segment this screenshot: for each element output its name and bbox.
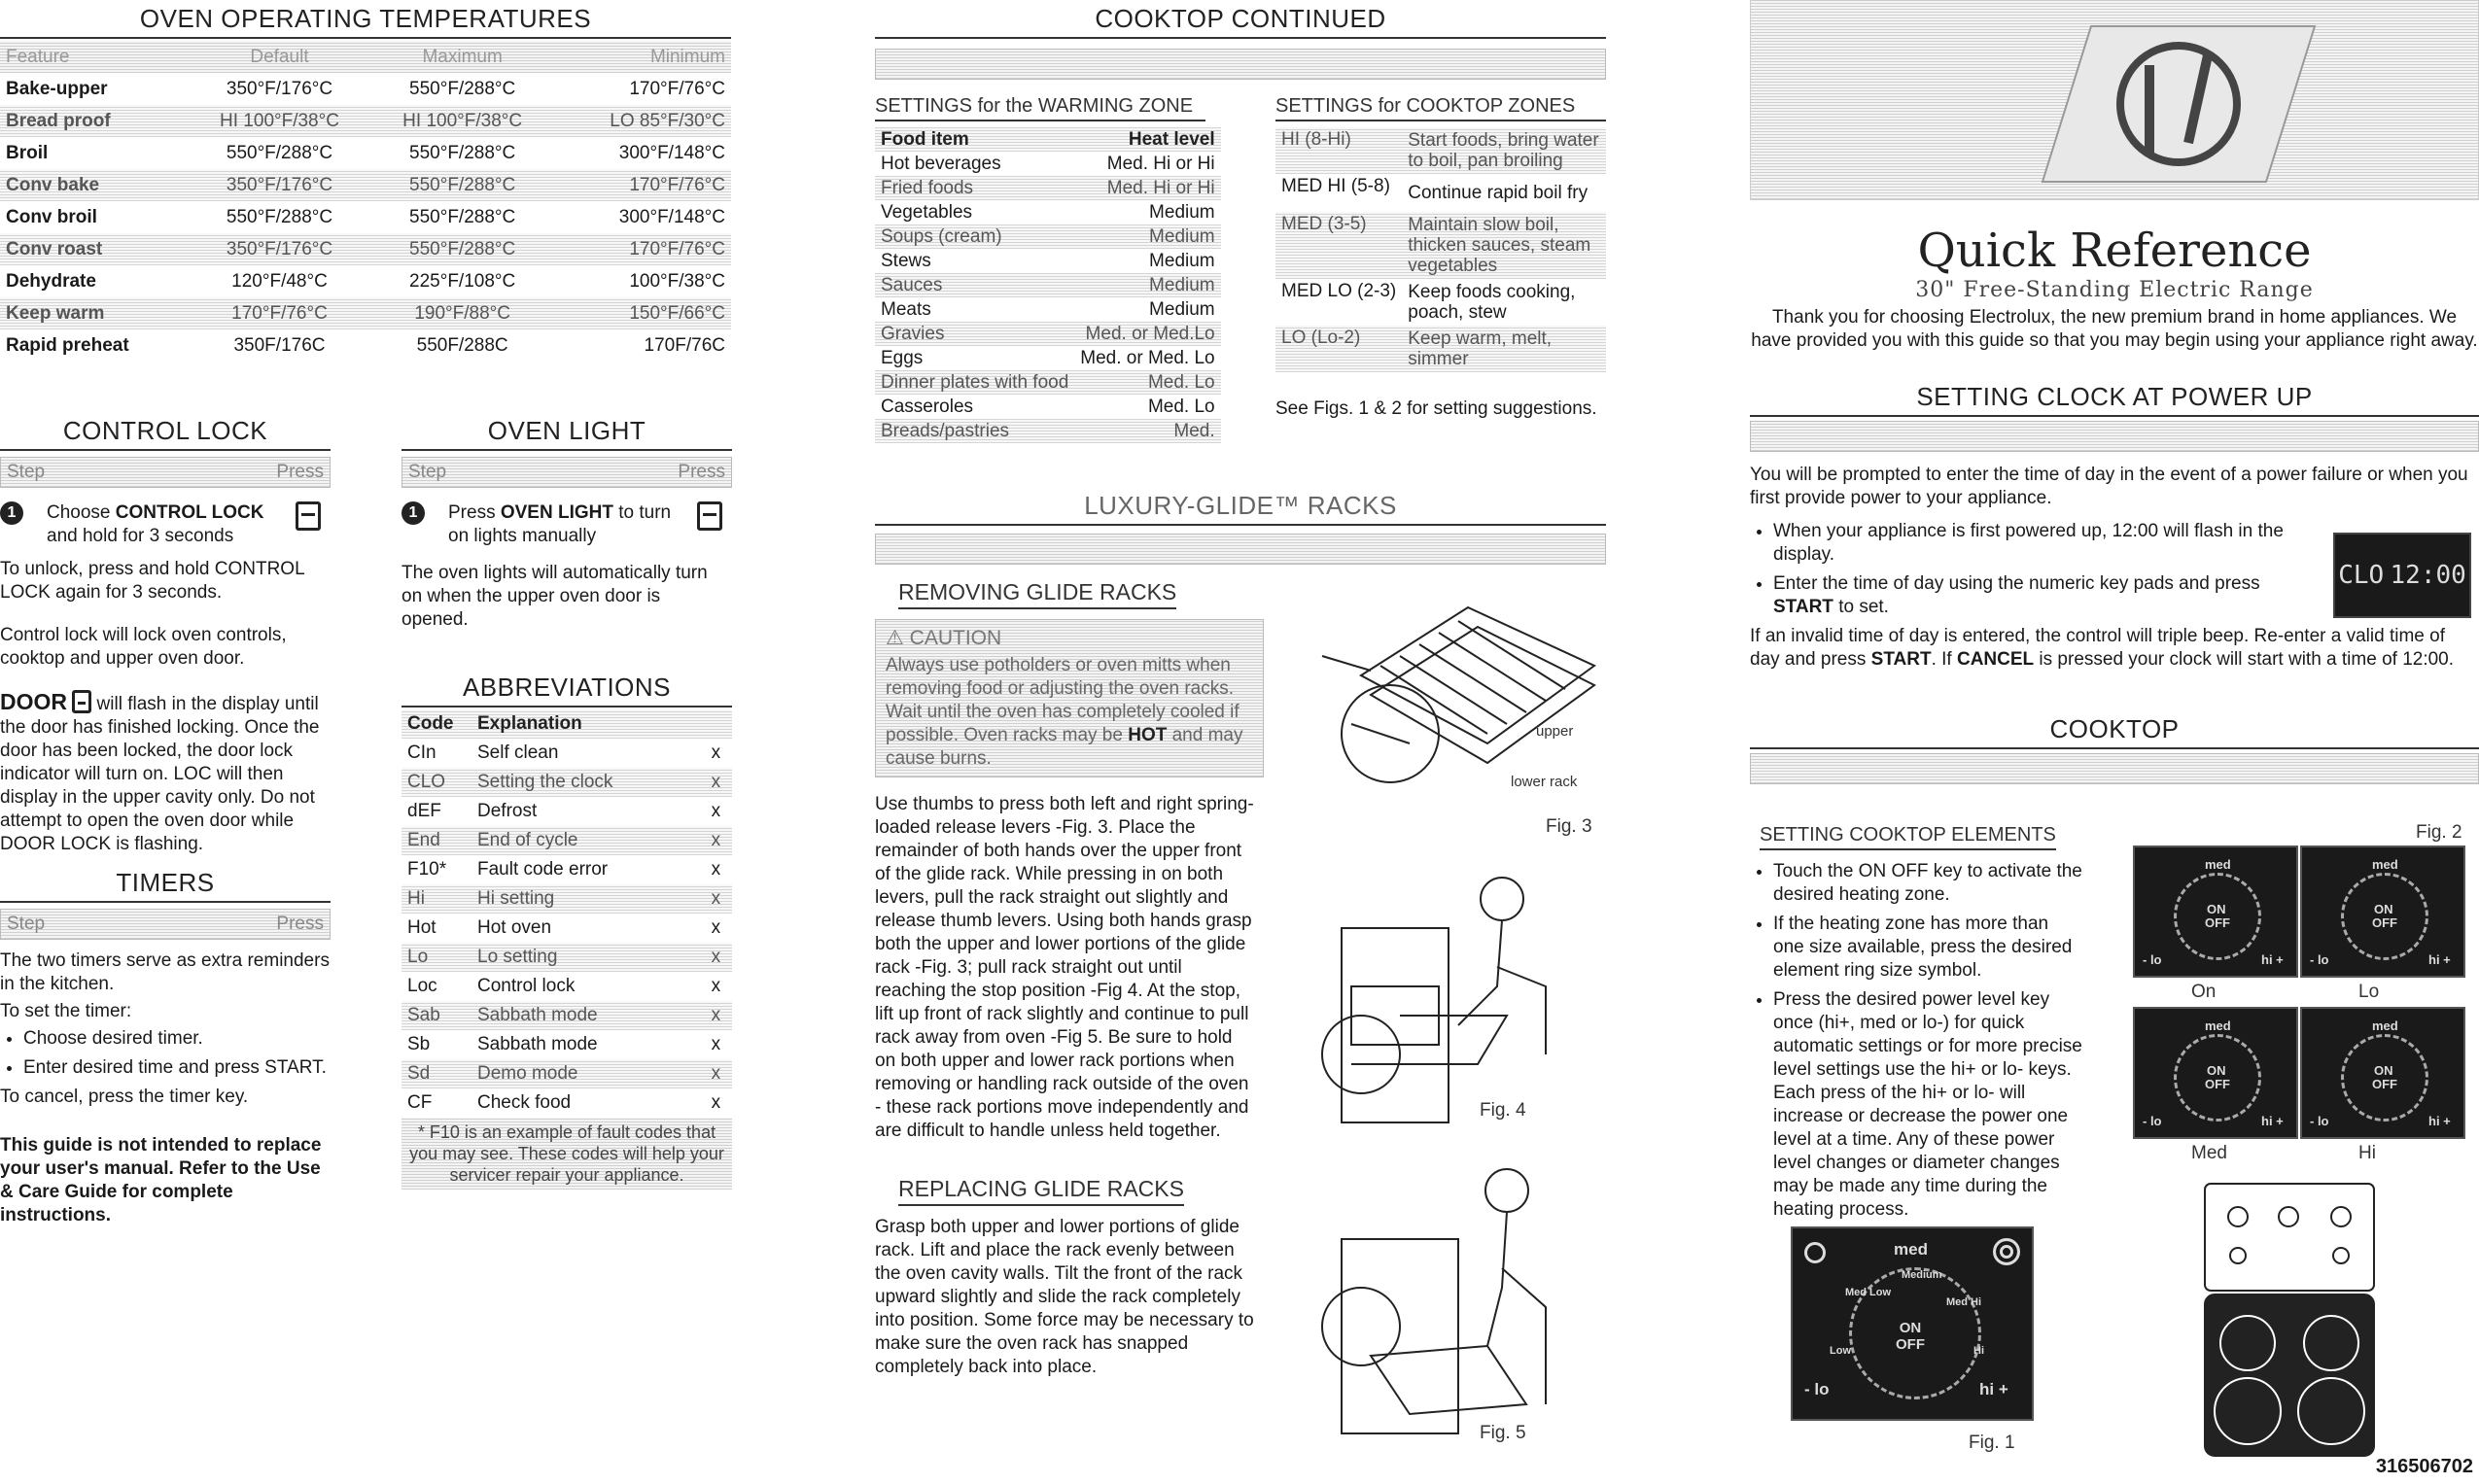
table-row: Gravies Med. or Med.Lo [875, 322, 1221, 346]
med-key: med [2372, 1018, 2398, 1033]
electrolux-logo [2033, 7, 2324, 191]
table-row: CF Check food x [407, 1092, 721, 1113]
cooktop-drawing [2199, 1178, 2380, 1460]
on-key: ON [2374, 1063, 2393, 1078]
control-lock-unlock: To unlock, press and hold CONTROL LOCK again for 3 seconds. [0, 559, 304, 603]
fig4-label: Fig. 4 [1480, 1100, 1526, 1121]
panel-caption: On [2191, 982, 2217, 1002]
lo-key: - lo [2310, 1114, 2329, 1128]
cooktop-elements-title: SETTING COOKTOP ELEMENTS [1760, 824, 2056, 850]
replacing-racks-text: Grasp both upper and lower portions of glide rack. Lift and place the rack evenly between the oven cavity walls. Tilt the front of the rack upward slightly and slide the rack completely into position. Some force may be necessary to make sure the oven rack has snapped completely back into place. [875, 1217, 1254, 1377]
table-row: Bake-upper 350°F/176°C 550°F/288°C 170°F/76°C [6, 78, 725, 99]
abbreviations-table [402, 709, 732, 1118]
hatch-bar [1750, 753, 2479, 784]
table-row: Conv roast 350°F/176°C 550°F/288°C 170°F/76°C [0, 233, 731, 265]
on-off-label: ON OFF [1896, 1320, 1925, 1353]
timers-to-set: To set the timer: [0, 1001, 132, 1021]
table-row: MED HI (5-8) Continue rapid boil fry [1281, 176, 1589, 203]
rack-label-upper: upper [1536, 723, 1574, 740]
table-row: F10* Fault code error x [407, 859, 721, 880]
oven-temps-table [0, 41, 731, 362]
lo-key: - lo [2310, 952, 2329, 967]
power-level-panel: med ON OFF - lo hi + Low Med Low Medium Med Hi Hi [1791, 1226, 2034, 1421]
hatch-bar [875, 49, 1606, 80]
table-row: End End of cycle x [402, 826, 732, 855]
lock-icon [72, 690, 91, 713]
lo-key: - lo [2143, 952, 2162, 967]
off-key: OFF [2372, 915, 2397, 930]
timers-cancel: To cancel, press the timer key. [0, 1087, 249, 1107]
panel-med [2133, 1007, 2298, 1139]
quick-reference-subtitle: 30" Free-Standing Electric Range [1915, 278, 2314, 302]
table-row: CIn Self clean x [407, 742, 721, 763]
rack-figure-4 [1312, 870, 1585, 1132]
quick-reference-title: Quick Reference [1917, 224, 2312, 278]
table-row: Keep warm 170°F/76°C 190°F/88°C 150°F/66°C [0, 297, 731, 329]
rack-figure-5 [1312, 1161, 1585, 1453]
fig2-label: Fig. 2 [2416, 822, 2462, 843]
panel-lo [2300, 846, 2465, 978]
fig1-label: Fig. 1 [1969, 1432, 2015, 1453]
warning-icon: ⚠ [886, 627, 904, 649]
element-small-icon [1804, 1242, 1826, 1263]
quick-reference-intro: Thank you for choosing Electrolux, the new premium brand in home appliances. We have provided you with this guide so that you may begin using your appliance right away. [1751, 307, 2478, 351]
timers-step-header: Step Press [0, 909, 331, 940]
table-header: Feature Default Maximum Minimum [0, 41, 731, 73]
part-number: 316506702 [2375, 1456, 2473, 1477]
warming-zone-title: SETTINGS for the WARMING ZONE [875, 95, 1205, 121]
hi-key: hi + [2428, 1114, 2451, 1128]
table-row: Sauces Medium [875, 273, 1221, 297]
table-row: Vegetables Medium [881, 201, 1215, 223]
hi-key: hi + [2261, 1114, 2284, 1128]
fig5-label: Fig. 5 [1480, 1423, 1526, 1443]
racks-title: LUXURY-GLIDE™ RACKS [875, 491, 1606, 526]
table-row: MED (3-5) Maintain slow boil, thicken sauces, steam vegetables [1275, 212, 1606, 279]
cooktop-bullets: • Touch the ON OFF key to activate the desired heating zone. • If the heating zone has more than one size available, press the desired element ring size symbol. • Press the desired power level key once (hi+, med or lo-) for quick automatic settings or for more precise level settings use the hi+ or lo- keys. Each press of the hi+ or lo- will increase or decrease the power one level at a time. Any of these power level changes or diameter changes may be made any time during the heating process. [1750, 860, 2084, 1222]
panel-caption: Hi [2358, 1143, 2376, 1163]
table-row: LO (Lo-2) Keep warm, melt, simmer [1275, 326, 1606, 372]
oven-temps-title: OVEN OPERATING TEMPERATURES [0, 4, 731, 39]
table-row: Eggs Med. or Med. Lo [881, 347, 1215, 368]
table-row: Casseroles Med. Lo [881, 396, 1215, 417]
rack-figure-3 [1303, 588, 1604, 802]
table-row: Conv bake 350°F/176°C 550°F/288°C 170°F/76°C [0, 169, 731, 201]
control-lock-step-header: Step Press [0, 457, 331, 488]
oven-light-step: 1 Press OVEN LIGHT to turn on lights manually [402, 501, 732, 548]
rack-label-lower: lower rack [1511, 774, 1578, 790]
clock-title: SETTING CLOCK AT POWER UP [1750, 382, 2479, 417]
panel-caption: Med [2191, 1143, 2227, 1163]
control-lock-step: 1 Choose CONTROL LOCK and hold for 3 seconds [0, 501, 331, 548]
on-key: ON [2207, 902, 2226, 916]
timers-intro: The two timers serve as extra reminders in the kitchen. [0, 950, 330, 994]
table-row: Hi Hi setting x [402, 884, 732, 914]
table-row: Sd Demo mode x [402, 1059, 732, 1088]
on-key: ON [2374, 902, 2393, 916]
table-row: Lo Lo setting x [402, 943, 732, 972]
table-row: Loc Control lock x [407, 976, 721, 996]
step-number: 1 [0, 501, 23, 525]
off-key: OFF [2205, 915, 2230, 930]
element-large-icon [1993, 1238, 2020, 1265]
panel-caption: Lo [2358, 982, 2380, 1002]
table-header: Code Explanation [402, 709, 732, 739]
removing-racks-text: Use thumbs to press both left and right spring-loaded release levers -Fig. 3. Place the remainder of both hands over the upper front of the glide rack. While pressing in on both levers, pull the rack straight out slightly and release thumb levers. Using both hands grasp both the upper and lower portions of the glide rack -Fig. 3; pull rack straight out until reaching the stop position -Fig 4. At the stop, lift up front of rack slightly and continue to pull rack away from oven -Fig 5. Be sure to hold on both upper and lower rack portions when removing or handling rack outside of the oven - these rack portions move independently and are difficult to handle unless held together. [875, 794, 1254, 1141]
replacing-racks-title: REPLACING GLIDE RACKS [898, 1176, 1184, 1206]
light-key-icon [697, 501, 722, 531]
table-row: HI (8-Hi) Start foods, bring water to boil, pan broiling [1275, 127, 1606, 174]
disclaimer: This guide is not intended to replace your user's manual. Refer to the Use & Care Guide for complete instructions. [0, 1135, 322, 1225]
table-row: Stews Medium [881, 250, 1215, 271]
clock-display: CLO 12:00 [2333, 533, 2471, 618]
table-row: dEF Defrost x [407, 801, 721, 821]
table-row: Meats Medium [881, 298, 1215, 320]
timers-title: TIMERS [0, 868, 331, 903]
clock-invalid: If an invalid time of day is entered, the control will triple beep. Re-enter a valid time of day and press START. If CANCEL is pressed your clock will start with a time of 12:00. [1750, 626, 2455, 670]
table-row: Soups (cream) Medium [875, 224, 1221, 249]
lo-key: - lo [2143, 1114, 2162, 1128]
panel-hi [2300, 1007, 2465, 1139]
table-row: Fried foods Med. Hi or Hi [875, 176, 1221, 200]
control-lock-title: CONTROL LOCK [0, 416, 331, 451]
control-lock-desc: Control lock will lock oven controls, cooktop and upper oven door. [0, 625, 287, 669]
table-row: Conv broil 550°F/288°C 550°F/288°C 300°F/148°C [6, 206, 725, 227]
cooktop-title: COOKTOP [1750, 714, 2479, 749]
removing-racks-title: REMOVING GLIDE RACKS [898, 579, 1176, 609]
zones-note: See Figs. 1 & 2 for setting suggestions. [1275, 398, 1597, 419]
table-row: MED LO (2-3) Keep foods cooking, poach, stew [1281, 281, 1576, 323]
abbreviations-title: ABBREVIATIONS [402, 673, 732, 707]
table-row: CLO Setting the clock x [402, 768, 732, 797]
table-row: Hot beverages Med. Hi or Hi [881, 153, 1215, 174]
oven-light-desc: The oven lights will automatically turn on when the upper oven door is opened. [402, 563, 708, 630]
med-key: med [2205, 1018, 2231, 1033]
hi-key: hi + [2261, 952, 2284, 967]
warming-zone-table [875, 127, 1221, 443]
clock-bullets: • When your appliance is first powered up, 12:00 will flash in the display. • Enter the time of day using the numeric key pads and press START to set. [1750, 520, 2298, 619]
oven-light-title: OVEN LIGHT [402, 416, 732, 451]
oven-light-step-header: Step Press [402, 457, 732, 488]
abbreviations-footnote: * F10 is an example of fault codes that you may see. These codes will help your servicer repair your appliance. [402, 1118, 732, 1190]
cooktop-zones-table [1275, 127, 1606, 372]
fig3-label: Fig. 3 [1546, 816, 1592, 837]
table-row: Hot Hot oven x [407, 917, 721, 938]
off-key: OFF [2205, 1077, 2230, 1091]
caution-box: ⚠ CAUTION Always use potholders or oven mitts when removing food or adjusting the oven racks. Wait until the oven has completely cooled if possible. Oven racks may be HOT and may cause burns. [875, 619, 1264, 777]
hatch-bar [1750, 421, 2479, 452]
hi-key: hi + [2428, 952, 2451, 967]
step-number: 1 [402, 501, 425, 525]
table-row: Breads/pastries Med. [875, 419, 1221, 443]
panel-on [2133, 846, 2298, 978]
logo-banner [1750, 0, 2479, 200]
table-row: Sb Sabbath mode x [407, 1034, 721, 1054]
on-key: ON [2207, 1063, 2226, 1078]
off-key: OFF [2372, 1077, 2397, 1091]
table-row: Broil 550°F/288°C 550°F/288°C 300°F/148°C [6, 142, 725, 163]
lock-icon [296, 501, 321, 531]
door-lock-desc: DOOR will flash in the display until the door has finished locking. Once the door has been locked, the door lock indicator will turn on. LOC will then display in the upper cavity only. Do not attempt to open the oven door while DOOR LOCK is flashing. [0, 689, 320, 854]
table-row: Dinner plates with food Med. Lo [875, 370, 1221, 395]
timers-bullets: • Choose desired timer. • Enter desired time and press START. [0, 1027, 331, 1080]
table-header: Food item Heat level [875, 127, 1221, 152]
cooktop-continued-title: COOKTOP CONTINUED [875, 4, 1606, 39]
table-row: Rapid preheat 350F/176C 550F/288C 170F/76C [6, 334, 725, 356]
hatch-bar [875, 534, 1606, 565]
table-row: Sab Sabbath mode x [402, 1001, 732, 1030]
med-key: med [2372, 857, 2398, 872]
table-row: Bread proof HI 100°F/38°C HI 100°F/38°C LO 85°F/30°C [0, 105, 731, 137]
clock-intro: You will be prompted to enter the time of day in the event of a power failure or when you first provide power to your appliance. [1750, 465, 2468, 508]
table-row: Dehydrate 120°F/48°C 225°F/108°C 100°F/38°C [6, 270, 725, 292]
cooktop-zones-title: SETTINGS for COOKTOP ZONES [1275, 95, 1606, 121]
med-key: med [2205, 857, 2231, 872]
